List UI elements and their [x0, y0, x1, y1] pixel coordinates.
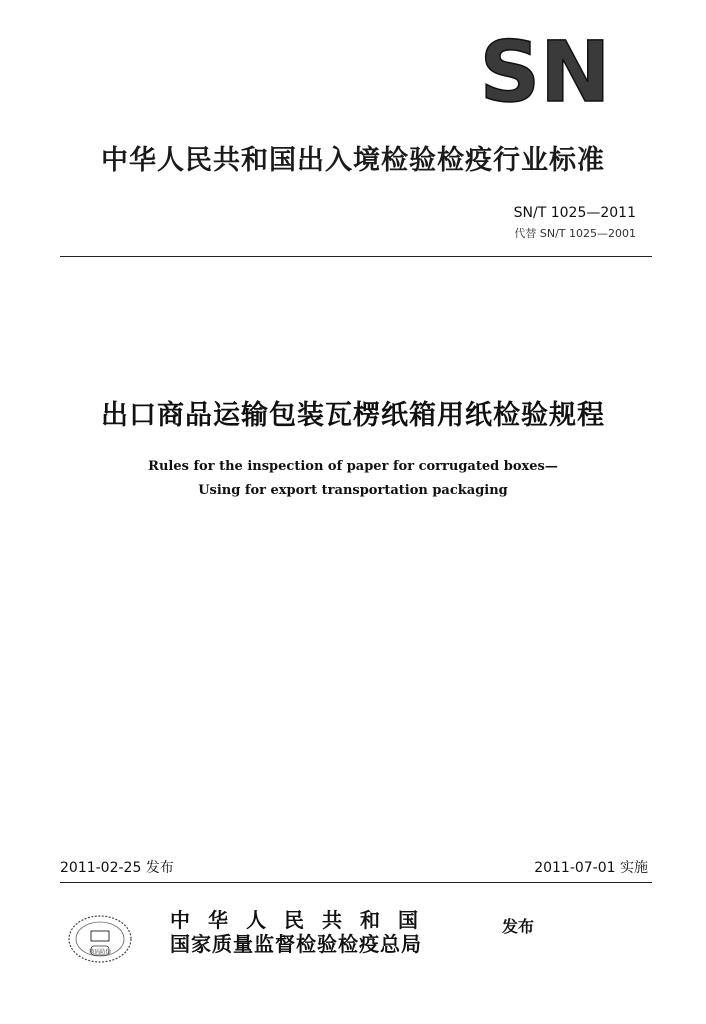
top-divider	[60, 256, 652, 257]
implementation-date: 2011-07-01 实施	[534, 860, 648, 876]
replaces-standard: 代替 SN/T 1025—2001	[514, 227, 636, 240]
issuer-agency: 国家质量监督检验检疫总局	[170, 932, 422, 956]
document-title-zh: 出口商品运输包装瓦楞纸箱用纸检验规程	[101, 400, 605, 431]
bottom-divider	[60, 882, 652, 883]
document-title-en-line2: Using for export transportation packaging	[198, 483, 508, 498]
anti-counterfeit-seal	[67, 914, 133, 964]
document-title-en-line1: Rules for the inspection of paper for corrugated boxes—	[148, 459, 558, 474]
sn-logo	[470, 33, 620, 105]
standard-code: SN/T 1025—2011	[513, 205, 636, 221]
issuing-body-title: 中华人民共和国出入境检验检疫行业标准	[101, 145, 605, 176]
issue-date: 2011-02-25 发布	[60, 860, 174, 876]
issuer-country: 中华人民共和国	[170, 908, 436, 932]
issue-label: 发布	[502, 917, 535, 936]
sn-logo-text: SN	[479, 33, 611, 105]
seal-text: 数码防伪	[88, 949, 112, 956]
